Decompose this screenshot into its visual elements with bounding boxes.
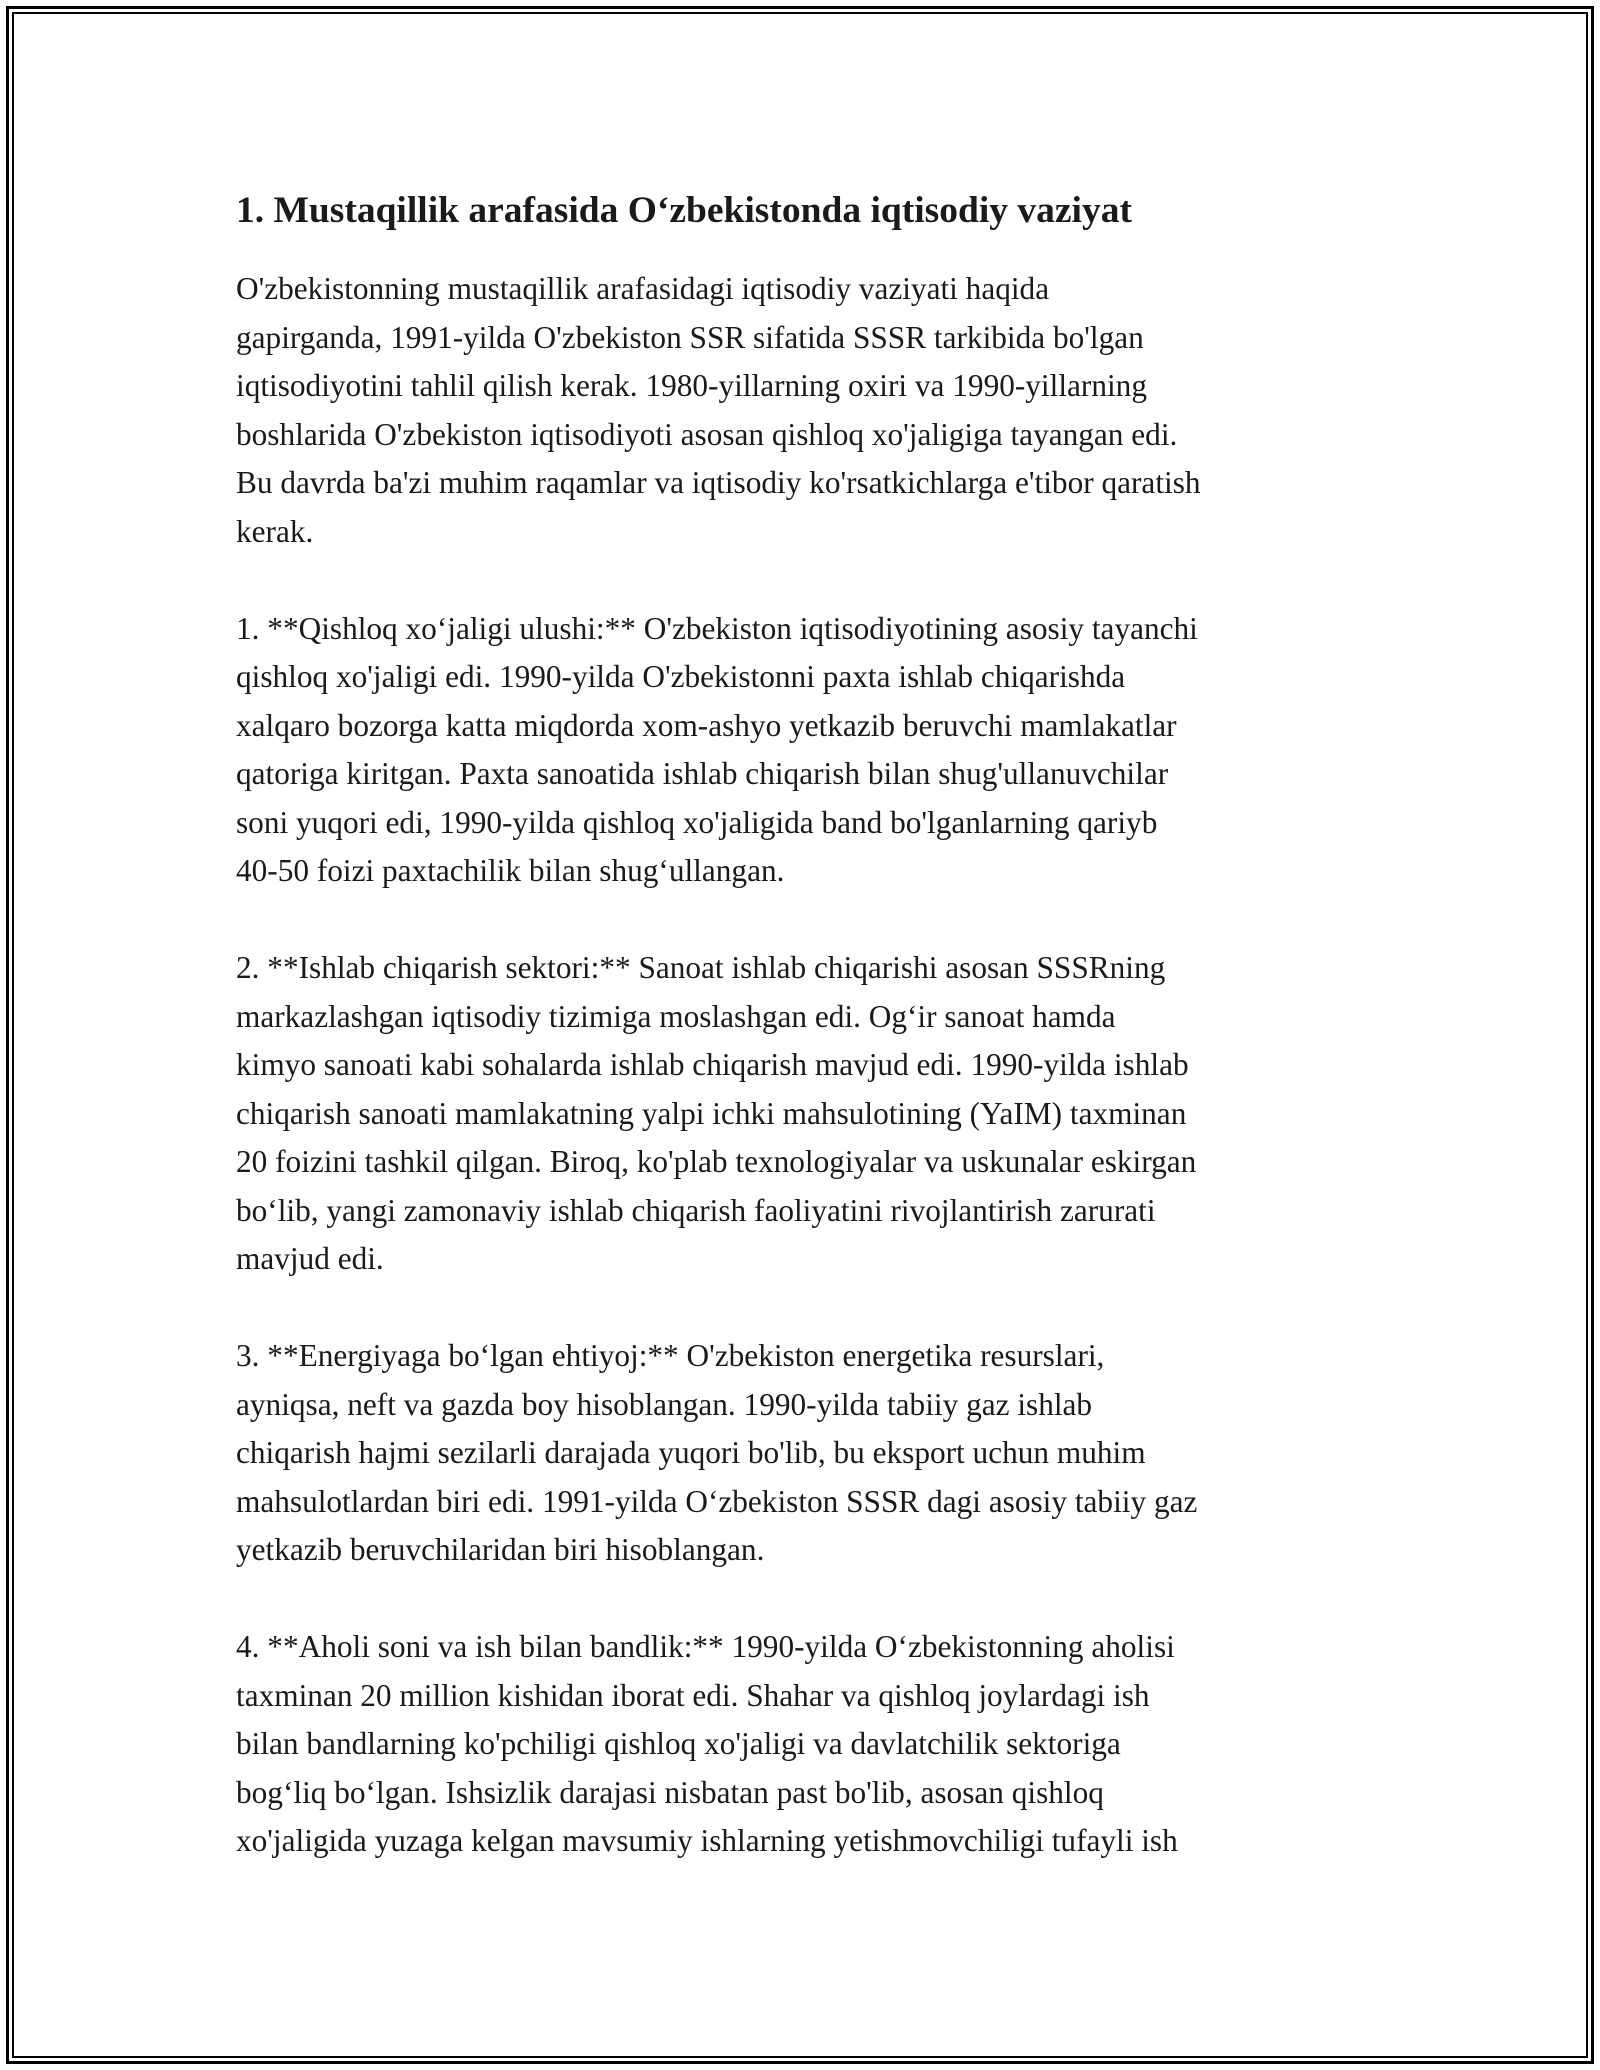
text-line: markazlashgan iqtisodiy tizimiga moslashgan edi. Og‘ir sanoat hamda — [236, 998, 1116, 1034]
text-line: xo'jaligida yuzaga kelgan mavsumiy ishlarning yetishmovchiligi tufayli ish — [236, 1823, 1178, 1858]
text-line: soni yuqori edi, 1990-yilda qishloq xo'jaligida band bo'lganlarning qariyb — [236, 804, 1158, 840]
text-line: 4. **Aholi soni va ish bilan bandlik:** 1990-yilda O‘zbekistonning aholisi — [236, 1629, 1175, 1664]
list-item-industry — [236, 944, 1376, 1284]
text-line: qatoriga kiritgan. Paxta sanoatida ishlab chiqarish bilan shug'ullanuvchilar — [236, 756, 1169, 791]
text-line: mahsulotlardan biri edi. 1991-yilda O‘zbekiston SSSR dagi asosiy tabiiy gaz — [236, 1483, 1198, 1519]
text-line: 20 foizini tashkil qilgan. Biroq, ko'plab texnologiyalar va uskunalar eskirgan — [236, 1144, 1197, 1179]
text-line: bog‘liq bo‘lgan. Ishsizlik darajasi nisbatan past bo'lib, asosan qishloq — [236, 1774, 1104, 1810]
text-line: ayniqsa, neft va gazda boy hisoblangan. 1990-yilda tabiiy gaz ishlab — [236, 1386, 1093, 1422]
list-item-energy — [236, 1332, 1376, 1575]
text-line: gapirganda, 1991-yilda O'zbekiston SSR sifatida SSSR tarkibida bo'lgan — [236, 319, 1144, 355]
text-line: kimyo sanoati kabi sohalarda ishlab chiqarish mavjud edi. 1990-yilda ishlab — [236, 1047, 1189, 1082]
text-line: 3. **Energiyaga bo‘lgan ehtiyoj:** O'zbekiston energetika resurslari, — [236, 1338, 1105, 1373]
text-line: mavjud edi. — [236, 1241, 384, 1276]
text-line: iqtisodiyotini tahlil qilish kerak. 1980-yillarning oxiri va 1990-yillarning — [236, 368, 1147, 403]
section-heading: 1. Mustaqillik arafasida O‘zbekistonda iqtisodiy vaziyat — [236, 190, 1132, 231]
text-line: 1. **Qishloq xo‘jaligi ulushi:** O'zbekiston iqtisodiyotining asosiy tayanchi — [236, 610, 1198, 646]
text-line: Bu davrda ba'zi muhim raqamlar va iqtisodiy ko'rsatkichlarga e'tibor qaratish — [236, 465, 1201, 500]
text-line: yetkazib beruvchilaridan biri hisoblangan. — [236, 1532, 765, 1567]
text-line: xalqaro bozorga katta miqdorda xom-ashyo yetkazib beruvchi mamlakatlar — [236, 707, 1177, 743]
intro-paragraph — [236, 265, 1376, 556]
text-line: qishloq xo'jaligi edi. 1990-yilda O'zbekistonni paxta ishlab chiqarishda — [236, 659, 1126, 694]
text-line: kerak. — [236, 513, 314, 549]
text-line: boshlarida O'zbekiston iqtisodiyoti asosan qishloq xo'jaligiga tayangan edi. — [236, 416, 1178, 452]
list-item-population — [236, 1623, 1376, 1866]
text-line: chiqarish hajmi sezilarli darajada yuqori bo'lib, bu eksport uchun muhim — [236, 1435, 1146, 1470]
text-line: 40-50 foizi paxtachilik bilan shug‘ullangan. — [236, 853, 785, 888]
text-line: O'zbekistonning mustaqillik arafasidagi iqtisodiy vaziyati haqida — [236, 271, 1050, 306]
text-line: 2. **Ishlab chiqarish sektori:** Sanoat ishlab chiqarishi asosan SSSRning — [236, 950, 1166, 985]
document-page — [236, 185, 1376, 1914]
text-line: chiqarish sanoati mamlakatning yalpi ichki mahsulotining (YaIM) taxminan — [236, 1095, 1187, 1131]
list-item-agriculture — [236, 605, 1376, 896]
text-line: taxminan 20 million kishidan iborat edi. Shahar va qishloq joylardagi ish — [236, 1677, 1150, 1713]
text-line: bilan bandlarning ko'pchiligi qishloq xo'jaligi va davlatchilik sektoriga — [236, 1726, 1121, 1761]
text-line: bo‘lib, yangi zamonaviy ishlab chiqarish faoliyatini rivojlantirish zarurati — [236, 1192, 1156, 1228]
